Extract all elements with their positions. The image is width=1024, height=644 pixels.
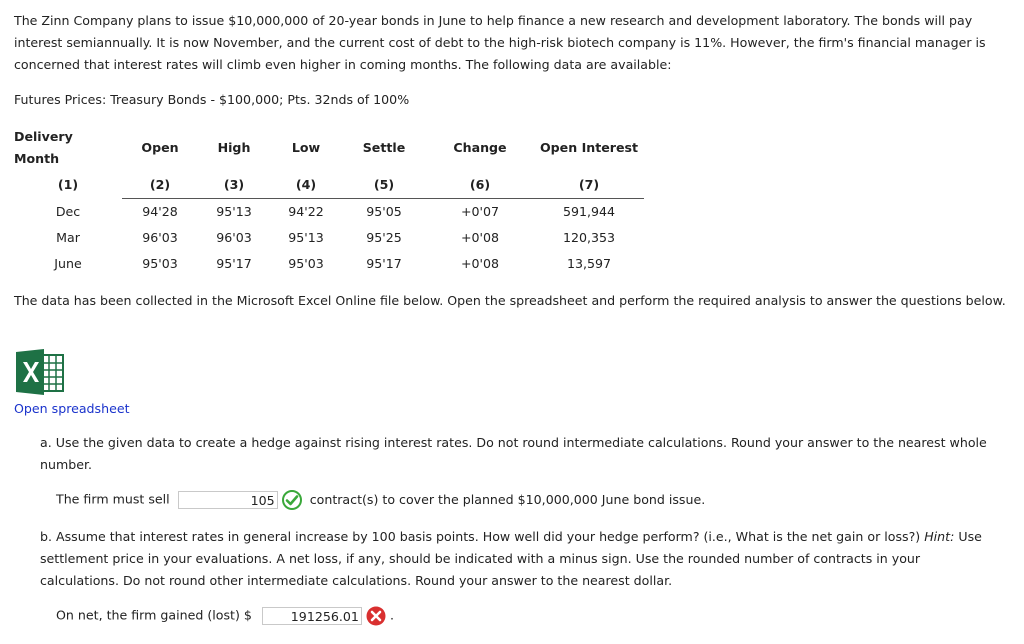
header-delivery-month: Delivery Month: [14, 129, 73, 166]
table-cell: Dec: [55, 203, 81, 219]
table-cell: 95'13: [216, 204, 252, 219]
header-low: Low: [291, 140, 321, 155]
header-open: Open: [141, 140, 179, 155]
spreadsheet-instructions: The data has been collected in the Microsoft Excel Online file below. Open the spreadsheet and perform the required analysis to answer the questions below.: [14, 293, 1006, 308]
futures-caption: Futures Prices: Treasury Bonds - $100,000; Pts. 32nds of 100%: [14, 92, 410, 107]
check-icon: [282, 490, 302, 510]
futures-table: [14, 124, 644, 277]
question-b-hint-text: Use settlement price in your evaluations. A net loss, if any, should be indicated with a minus sign. Use the rounded number of contracts in your calculations. Do not round other intermediate calculations. Round your answer to the nearest dollar.: [40, 529, 982, 588]
table-cell: 95'03: [288, 256, 324, 271]
table-cell: 95'13: [288, 230, 324, 245]
column-number: (1): [57, 177, 79, 193]
problem-intro: The Zinn Company plans to issue $10,000,000 of 20-year bonds in June to help finance a new research and development laboratory. The bonds will pay interest semiannually. It is now November, and the current cost of debt to the high-risk biotech company is 11%. However, the firm's financial manager is concerned that interest rates will climb even higher in coming months. The following data are available:: [14, 13, 986, 72]
table-cell: Mar: [56, 230, 80, 245]
x-error-icon: [366, 606, 386, 626]
table-cell: June: [54, 256, 82, 271]
column-number: (6): [426, 172, 534, 199]
table-cell: 591,944: [562, 204, 616, 219]
contracts-input[interactable]: 105: [178, 491, 278, 509]
question-b: [40, 526, 1002, 592]
column-number-row: [14, 172, 644, 199]
excel-file-icon[interactable]: [14, 349, 64, 395]
header-high: High: [217, 140, 251, 155]
table-cell: +0'07: [460, 204, 500, 219]
table-row: [14, 251, 644, 277]
table-cell: 95'05: [366, 204, 402, 219]
net-gain-input[interactable]: 191256.01: [262, 607, 362, 625]
table-cell: 13,597: [566, 256, 612, 271]
column-number: (3): [198, 172, 270, 199]
hint-label: Hint:: [924, 529, 955, 544]
answer-b-suffix: .: [389, 607, 394, 623]
column-number: (4): [270, 172, 342, 199]
answer-row-b: [56, 604, 394, 627]
answer-a-suffix: contract(s) to cover the planned $10,000,000 June bond issue.: [309, 491, 706, 507]
header-settle: Settle: [362, 140, 406, 155]
table-cell: 96'03: [216, 230, 252, 245]
table-cell: 94'22: [288, 204, 324, 219]
table-cell: 95'17: [216, 256, 252, 271]
header-change: Change: [453, 140, 507, 155]
column-number: (2): [122, 172, 198, 199]
question-b-text: b. Assume that interest rates in general increase by 100 basis points. How well did your hedge perform? (i.e., What is the net gain or loss?): [40, 529, 925, 544]
column-number: (5): [342, 172, 426, 199]
column-number: (7): [534, 172, 644, 199]
table-cell: 95'17: [366, 256, 402, 271]
table-cell: 94'28: [142, 204, 178, 219]
answer-row-a: [56, 488, 705, 511]
answer-b-prefix: On net, the firm gained (lost) $: [56, 607, 252, 623]
table-cell: 96'03: [142, 230, 178, 245]
table-cell: 95'25: [366, 230, 402, 245]
table-cell: 120,353: [562, 230, 616, 245]
header-open-interest: Open Interest: [539, 140, 639, 155]
question-a: a. Use the given data to create a hedge against rising interest rates. Do not round intermediate calculations. Round your answer to the nearest whole number.: [40, 435, 987, 472]
answer-a-prefix: The firm must sell: [56, 491, 170, 507]
table-cell: +0'08: [460, 256, 500, 271]
table-cell: 95'03: [142, 256, 178, 271]
table-row: [14, 199, 644, 226]
open-spreadsheet-link[interactable]: Open spreadsheet: [14, 401, 130, 416]
table-row: [14, 225, 644, 251]
table-cell: +0'08: [460, 230, 500, 245]
